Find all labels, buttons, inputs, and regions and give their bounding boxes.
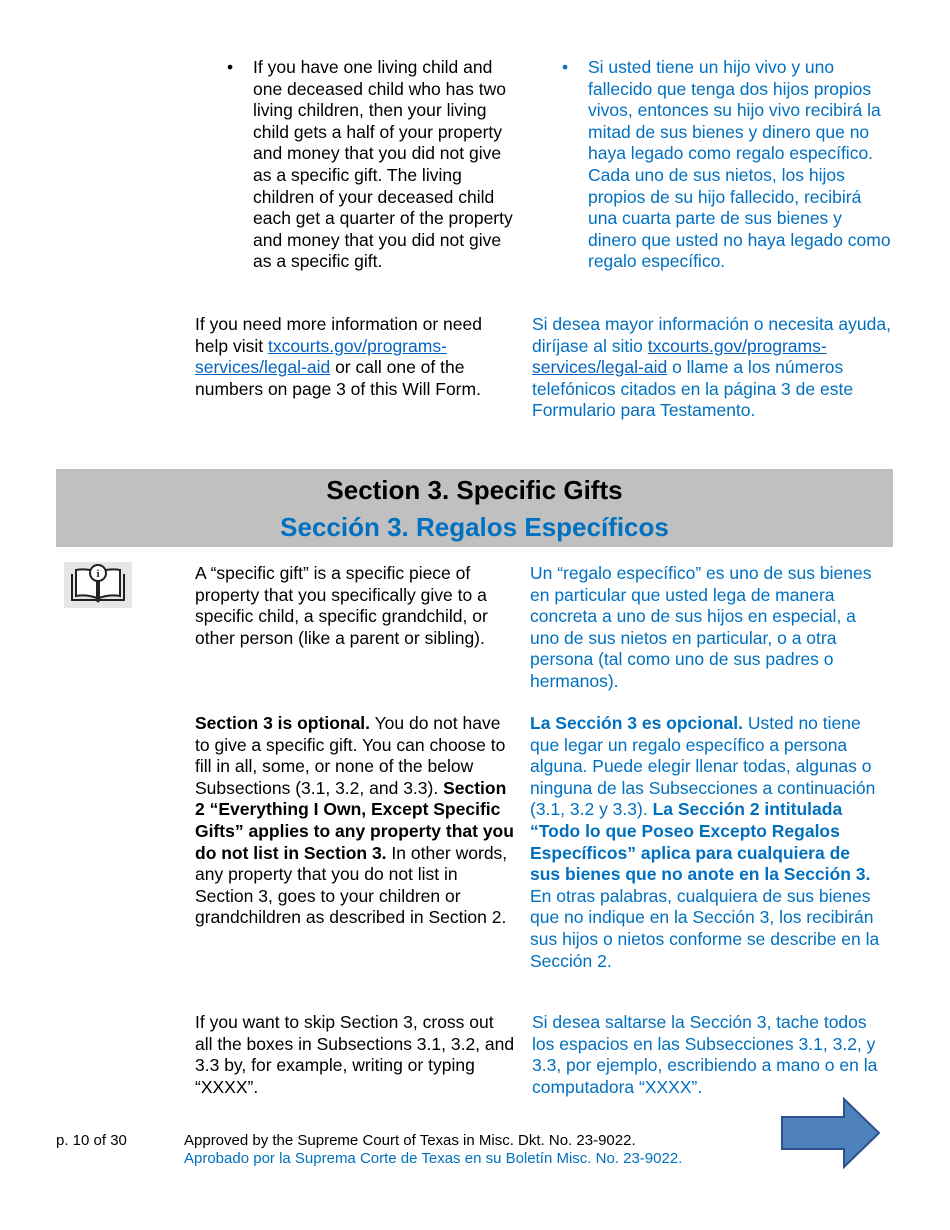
help-english-text: If you need more information or need help visit xyxy=(195,314,482,356)
help-spanish-text: Si desea mayor información o necesita ayuda, diríjase al sitio xyxy=(532,314,891,356)
approval-spanish: Aprobado por la Suprema Corte de Texas en su Boletín Misc. No. 23-9022. xyxy=(184,1150,683,1167)
bullet-spanish xyxy=(562,57,893,273)
optional-spanish xyxy=(530,713,880,972)
section-title-spanish: Sección 3. Regalos Específicos xyxy=(280,512,669,542)
optional-spanish-bold-2: La Sección 2 intitulada “Todo lo que Poseo Excepto Regalos Específicos” aplica para cualquiera de sus bienes que no anote en la Sección 3. xyxy=(530,799,871,885)
optional-spanish-text-2: En otras palabras, cualquiera de sus bienes que no indique en la Sección 3, los recibirán sus hijos o nietos conforme se describe en la Sección 2. xyxy=(530,885,880,971)
legal-aid-link[interactable]: txcourts.gov/programs-services/legal-aid xyxy=(195,335,447,378)
help-spanish-text-end: o llame a los números telefónicos citados en la página 3 de este Formulario para Testamento. xyxy=(532,357,854,421)
bullet-spanish-text: Si usted tiene un hijo vivo y uno fallecido que tenga dos hijos propios vivos, entonces su hijo vivo recibirá la mitad de sus bienes y dinero que no haya legado como regalo específico. Cada uno de sus nietos, los hijos propios de su hijo fallecido, recibirá una cuarta parte de sus bienes y dinero que usted no haya legado como regalo específico. xyxy=(588,57,891,272)
optional-english xyxy=(195,713,515,929)
next-arrow-icon[interactable] xyxy=(780,1097,882,1170)
skip-spanish: Si desea saltarse la Sección 3, tache todos los espacios en las Subsecciones 3.1, 3.2, y 3.3, por ejemplo, escribiendo a mano o en la computadora “XXXX”. xyxy=(532,1012,878,1097)
optional-english-bold-2: Section 2 “Everything I Own, Except Specific Gifts” applies to any property that you do not list in Section 3. xyxy=(195,777,514,863)
definition-spanish: Un “regalo específico” es uno de sus bienes en particular que usted lega de manera concreta a uno de sus hijos en especial, a uno de sus nietos en particular, o a otra persona (tal como uno de sus padres o hermanos). xyxy=(530,563,872,691)
optional-spanish-text-1: Usted no tiene que legar un regalo específico a persona alguna. Puede elegir llenar todas, algunas o ninguna de las Subsecciones a continuación (3.1, 3.2 y 3.3). xyxy=(530,713,876,820)
svg-text:i: i xyxy=(96,568,100,580)
bullet-marker: • xyxy=(227,57,234,77)
optional-english-bold-1: Section 3 is optional. xyxy=(195,713,371,733)
legal-aid-link-es[interactable]: txcourts.gov/programs-services/legal-aid xyxy=(532,335,827,378)
bullet-english-text: If you have one living child and one deceased child who has two living children, then your living child gets a half of your property and money that you did not give as a specific gift. The living children of your deceased child each get a quarter of the property and money that you did not give as a specific gift. xyxy=(253,57,513,272)
definition-english: A “specific gift” is a specific piece of property that you specifically give to a specific child, a specific grandchild, or other person (like a parent or sibling). xyxy=(195,563,488,648)
section-banner xyxy=(56,469,893,547)
section-title-english: Section 3. Specific Gifts xyxy=(326,475,623,505)
skip-english: If you want to skip Section 3, cross out all the boxes in Subsections 3.1, 3.2, and 3.3 by, for example, writing or typing “XXXX”. xyxy=(195,1012,515,1097)
bullet-english xyxy=(227,57,515,273)
page-number: p. 10 of 30 xyxy=(56,1132,127,1149)
bullet-marker: • xyxy=(562,57,569,77)
help-spanish xyxy=(532,314,892,422)
approval-english: Approved by the Supreme Court of Texas in Misc. Dkt. No. 23-9022. xyxy=(184,1132,636,1149)
info-book-icon xyxy=(64,562,132,608)
optional-spanish-bold-1: La Sección 3 es opcional. xyxy=(530,713,743,733)
optional-english-text-2: In other words, any property that you do not list in Section 3, goes to your children or grandchildren as described in Section 2. xyxy=(195,842,508,928)
optional-english-text-1: You do not have to give a specific gift. You can choose to fill in all, some, or none of the below Subsections (3.1, 3.2, and 3.3). xyxy=(195,713,506,798)
help-english-text-end: or call one of the numbers on page 3 of this Will Form. xyxy=(195,357,481,399)
help-english xyxy=(195,314,513,400)
